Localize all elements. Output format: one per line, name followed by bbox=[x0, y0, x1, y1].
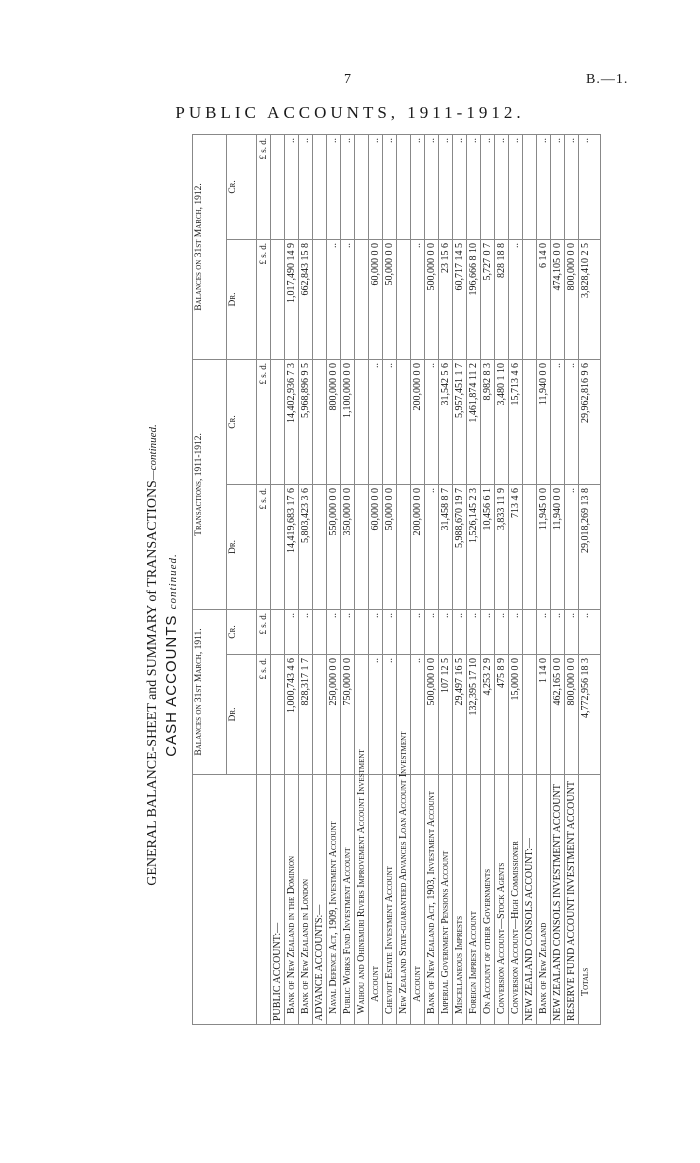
amount-cell-b11-cr: .. bbox=[481, 609, 495, 654]
amount-cell-t-cr: 31,542 5 6 bbox=[439, 359, 453, 484]
amount-cell-b12-dr: 23 15 6 bbox=[439, 239, 453, 359]
header-cr: Cr. bbox=[227, 134, 257, 239]
amount-cell-b12-cr bbox=[397, 134, 411, 239]
amount-cell-b11-cr: .. bbox=[453, 609, 467, 654]
table-row bbox=[425, 134, 439, 1024]
amount-cell-t-cr: 14,402,936 7 3 bbox=[285, 359, 299, 484]
table-row bbox=[355, 134, 369, 1024]
amount-cell-t-cr: 11,940 0 0 bbox=[537, 359, 551, 484]
rotated-table-container bbox=[192, 135, 591, 1025]
amount-cell-b11-cr: .. bbox=[467, 609, 481, 654]
amount-cell-t-cr: 5,968,896 9 5 bbox=[299, 359, 313, 484]
amount-cell-b12-dr bbox=[397, 239, 411, 359]
units-label: £ s. d. bbox=[257, 134, 271, 239]
table-row bbox=[565, 134, 579, 1024]
account-label: NEW ZEALAND CONSOLS ACCOUNT:— bbox=[523, 775, 537, 1025]
amount-cell-b11-dr: 132,395 17 10 bbox=[467, 655, 481, 775]
amount-cell-t-dr: .. bbox=[565, 484, 579, 609]
account-label: Naval Defence Act, 1909, Investment Account bbox=[327, 775, 341, 1025]
account-label: On Account of other Governments bbox=[481, 775, 495, 1025]
header-dr: Dr. bbox=[227, 484, 257, 609]
amount-cell-b11-cr: .. bbox=[537, 609, 551, 654]
amount-cell-t-dr: 350,000 0 0 bbox=[341, 484, 355, 609]
amount-cell-b11-dr: 15,000 0 0 bbox=[509, 655, 523, 775]
amount-cell-t-dr bbox=[523, 484, 537, 609]
account-label: PUBLIC ACCOUNT:— bbox=[271, 775, 285, 1025]
account-label: ADVANCE ACCOUNTS:— bbox=[313, 775, 327, 1025]
report-reference: B.—1. bbox=[586, 72, 629, 87]
account-label: New Zealand State-guaranteed Advances Loan Account Investment bbox=[397, 775, 411, 1025]
page-number: 7 bbox=[344, 72, 351, 87]
account-label: Foreign Imprest Account bbox=[467, 775, 481, 1025]
amount-cell-b12-cr bbox=[523, 134, 537, 239]
amount-cell-b11-cr: .. bbox=[565, 609, 579, 654]
amount-cell-t-cr: 200,000 0 0 bbox=[411, 359, 425, 484]
account-label: Public Works Fund Investment Account bbox=[341, 775, 355, 1025]
amount-cell-b12-dr: 828 18 8 bbox=[495, 239, 509, 359]
table-row bbox=[271, 134, 285, 1024]
header-dr: Dr. bbox=[227, 655, 257, 775]
units-label: £ s. d. bbox=[257, 359, 271, 484]
amount-cell-b12-dr bbox=[271, 239, 285, 359]
amount-cell-b11-dr: .. bbox=[369, 655, 383, 775]
amount-cell-b11-dr: 500,000 0 0 bbox=[425, 655, 439, 775]
amount-cell-t-dr: 50,000 0 0 bbox=[383, 484, 397, 609]
amount-cell-t-dr: 713 4 6 bbox=[509, 484, 523, 609]
header-cr: Cr. bbox=[227, 359, 257, 484]
account-label: Waihou and Ohinemuri Rivers Improvement Account Investment bbox=[355, 775, 369, 1025]
amount-cell-b12-cr: .. bbox=[341, 134, 355, 239]
amount-cell-b12-cr: .. bbox=[411, 134, 425, 239]
amount-cell-t-cr bbox=[313, 359, 327, 484]
header-dr: Dr. bbox=[227, 239, 257, 359]
table-row bbox=[411, 134, 425, 1024]
amount-cell-b12-cr: .. bbox=[509, 134, 523, 239]
table-row bbox=[467, 134, 481, 1024]
totals-b11-dr: 4,772,956 18 3 bbox=[579, 655, 601, 775]
table-row bbox=[523, 134, 537, 1024]
amount-cell-b11-dr: 29,497 16 5 bbox=[453, 655, 467, 775]
subtitle-text: CASH ACCOUNTS bbox=[163, 614, 180, 757]
amount-cell-b12-cr: .. bbox=[467, 134, 481, 239]
amount-cell-b11-dr: 1 14 0 bbox=[537, 655, 551, 775]
amount-cell-b11-dr: 750,000 0 0 bbox=[341, 655, 355, 775]
totals-b11-cr: .. bbox=[579, 609, 601, 654]
amount-cell-t-dr: 3,833 11 9 bbox=[495, 484, 509, 609]
amount-cell-t-cr: 8,982 8 3 bbox=[481, 359, 495, 484]
amount-cell-b11-cr: .. bbox=[551, 609, 565, 654]
amount-cell-b12-cr: .. bbox=[285, 134, 299, 239]
amount-cell-t-dr: 1,526,145 2 3 bbox=[467, 484, 481, 609]
account-label: Imperial Government Pensions Account bbox=[439, 775, 453, 1025]
table-row bbox=[341, 134, 355, 1024]
amount-cell-b11-cr bbox=[271, 609, 285, 654]
amount-cell-b11-cr: .. bbox=[299, 609, 313, 654]
table-row bbox=[509, 134, 523, 1024]
amount-cell-b11-dr: .. bbox=[383, 655, 397, 775]
amount-cell-t-cr bbox=[271, 359, 285, 484]
table-row bbox=[285, 134, 299, 1024]
amount-cell-t-dr bbox=[397, 484, 411, 609]
amount-cell-b11-cr: .. bbox=[411, 609, 425, 654]
balance-sheet-title bbox=[145, 205, 165, 1105]
totals-row bbox=[579, 134, 601, 1024]
header-balances-1912: Balances on 31st March, 1912. bbox=[193, 134, 227, 359]
table-row bbox=[453, 134, 467, 1024]
amount-cell-b11-dr: 462,165 0 0 bbox=[551, 655, 565, 775]
amount-cell-b12-cr: .. bbox=[453, 134, 467, 239]
amount-cell-b12-dr: 50,000 0 0 bbox=[383, 239, 397, 359]
amount-cell-b12-dr bbox=[355, 239, 369, 359]
amount-cell-b11-dr: .. bbox=[411, 655, 425, 775]
amount-cell-t-dr: 11,945 0 0 bbox=[537, 484, 551, 609]
amount-cell-b12-cr: .. bbox=[425, 134, 439, 239]
amount-cell-t-dr: 200,000 0 0 bbox=[411, 484, 425, 609]
amount-cell-t-cr: 1,461,874 11 2 bbox=[467, 359, 481, 484]
amount-cell-t-cr: 5,957,451 1 7 bbox=[453, 359, 467, 484]
amount-cell-b11-dr: 4,253 2 9 bbox=[481, 655, 495, 775]
account-label: NEW ZEALAND CONSOLS INVESTMENT ACCOUNT bbox=[551, 775, 565, 1025]
amount-cell-t-cr: .. bbox=[383, 359, 397, 484]
amount-cell-b11-cr bbox=[397, 609, 411, 654]
account-label: Conversion Account—Stock Agents bbox=[495, 775, 509, 1025]
amount-cell-b11-dr bbox=[271, 655, 285, 775]
amount-cell-t-cr: 3,480 1 10 bbox=[495, 359, 509, 484]
amount-cell-b12-cr: .. bbox=[551, 134, 565, 239]
amount-cell-b12-cr: .. bbox=[537, 134, 551, 239]
account-label: Bank of New Zealand Act, 1903, Investment Account bbox=[425, 775, 439, 1025]
account-header bbox=[193, 775, 257, 1025]
amount-cell-t-cr: .. bbox=[565, 359, 579, 484]
amount-cell-b11-cr: .. bbox=[285, 609, 299, 654]
amount-cell-b12-cr: .. bbox=[383, 134, 397, 239]
amount-cell-b11-dr: 800,000 0 0 bbox=[565, 655, 579, 775]
units-spacer bbox=[257, 775, 271, 1025]
amount-cell-b12-dr: .. bbox=[509, 239, 523, 359]
amount-cell-t-cr: .. bbox=[425, 359, 439, 484]
amount-cell-b11-dr: 250,000 0 0 bbox=[327, 655, 341, 775]
amount-cell-b12-cr: .. bbox=[565, 134, 579, 239]
amount-cell-b11-cr: .. bbox=[425, 609, 439, 654]
title-text: GENERAL BALANCE-SHEET and SUMMARY of TRANSACTIONS bbox=[145, 480, 160, 886]
amount-cell-t-dr: 60,000 0 0 bbox=[369, 484, 383, 609]
units-label: £ s. d. bbox=[257, 609, 271, 654]
amount-cell-t-dr: .. bbox=[425, 484, 439, 609]
amount-cell-b11-dr bbox=[313, 655, 327, 775]
table-row bbox=[299, 134, 313, 1024]
header-transactions: Transactions, 1911-1912. bbox=[193, 359, 227, 609]
amount-cell-t-cr: 15,713 4 6 bbox=[509, 359, 523, 484]
account-label: Account bbox=[369, 775, 383, 1025]
table-row bbox=[439, 134, 453, 1024]
account-label: Account bbox=[411, 775, 425, 1025]
account-label: Bank of New Zealand in the Dominion bbox=[285, 775, 299, 1025]
amount-cell-b12-dr: 800,000 0 0 bbox=[565, 239, 579, 359]
amount-cell-b12-cr: .. bbox=[327, 134, 341, 239]
amount-cell-t-dr: 550,000 0 0 bbox=[327, 484, 341, 609]
amount-cell-b12-cr: .. bbox=[439, 134, 453, 239]
totals-b12-dr: 3,828,410 2 5 bbox=[579, 239, 601, 359]
subtitle-continued: continued. bbox=[167, 553, 179, 610]
amount-cell-b11-cr bbox=[523, 609, 537, 654]
totals-t-cr: 29,962,816 9 6 bbox=[579, 359, 601, 484]
amount-cell-b11-dr: 1,000,743 4 6 bbox=[285, 655, 299, 775]
table-row bbox=[495, 134, 509, 1024]
amount-cell-b12-dr: 196,666 8 10 bbox=[467, 239, 481, 359]
account-label: Miscellaneous Imprests bbox=[453, 775, 467, 1025]
amount-cell-b11-cr: .. bbox=[439, 609, 453, 654]
account-label: RESERVE FUND ACCOUNT INVESTMENT ACCOUNT bbox=[565, 775, 579, 1025]
amount-cell-t-dr bbox=[313, 484, 327, 609]
balance-table bbox=[192, 134, 601, 1025]
amount-cell-t-dr bbox=[355, 484, 369, 609]
totals-b12-cr: .. bbox=[579, 134, 601, 239]
amount-cell-t-dr: 14,419,683 17 6 bbox=[285, 484, 299, 609]
header-balances-1911: Balances on 31st March, 1911. bbox=[193, 609, 227, 774]
table-row bbox=[383, 134, 397, 1024]
amount-cell-b11-dr: 475 8 9 bbox=[495, 655, 509, 775]
amount-cell-b12-dr: 1,017,490 14 9 bbox=[285, 239, 299, 359]
amount-cell-b12-dr: .. bbox=[327, 239, 341, 359]
account-label: Bank of New Zealand in London bbox=[299, 775, 313, 1025]
units-label: £ s. d. bbox=[257, 239, 271, 359]
amount-cell-b12-cr: .. bbox=[481, 134, 495, 239]
table-row bbox=[327, 134, 341, 1024]
amount-cell-b11-cr: .. bbox=[327, 609, 341, 654]
amount-cell-b12-dr bbox=[313, 239, 327, 359]
table-body bbox=[257, 134, 579, 1024]
amount-cell-b11-cr bbox=[355, 609, 369, 654]
amount-cell-b11-dr bbox=[523, 655, 537, 775]
amount-cell-b12-dr: 5,727 0 7 bbox=[481, 239, 495, 359]
amount-cell-b12-dr: 474,105 0 0 bbox=[551, 239, 565, 359]
amount-cell-b11-cr: .. bbox=[495, 609, 509, 654]
amount-cell-t-dr: 31,458 8 7 bbox=[439, 484, 453, 609]
amount-cell-b12-dr bbox=[523, 239, 537, 359]
account-label: Conversion Account—High Commissioner bbox=[509, 775, 523, 1025]
amount-cell-b12-dr: 662,843 15 8 bbox=[299, 239, 313, 359]
table-row bbox=[481, 134, 495, 1024]
amount-cell-b12-cr bbox=[313, 134, 327, 239]
header-cr: Cr. bbox=[227, 609, 257, 654]
account-label: Bank of New Zealand bbox=[537, 775, 551, 1025]
amount-cell-b12-dr: 500,000 0 0 bbox=[425, 239, 439, 359]
amount-cell-t-cr bbox=[523, 359, 537, 484]
amount-cell-t-cr: .. bbox=[551, 359, 565, 484]
amount-cell-b12-cr bbox=[355, 134, 369, 239]
table-row bbox=[369, 134, 383, 1024]
amount-cell-t-cr: 1,100,000 0 0 bbox=[341, 359, 355, 484]
amount-cell-t-cr bbox=[397, 359, 411, 484]
amount-cell-b12-dr: 6 14 0 bbox=[537, 239, 551, 359]
units-label: £ s. d. bbox=[257, 484, 271, 609]
page-heading: PUBLIC ACCOUNTS, 1911-1912. bbox=[175, 103, 525, 122]
amount-cell-b11-cr: .. bbox=[369, 609, 383, 654]
amount-cell-b12-dr: 60,000 0 0 bbox=[369, 239, 383, 359]
title-continued: —continued. bbox=[147, 424, 159, 481]
table-row bbox=[397, 134, 411, 1024]
amount-cell-b11-dr: 828,317 1 7 bbox=[299, 655, 313, 775]
amount-cell-t-cr: .. bbox=[369, 359, 383, 484]
amount-cell-t-cr: 800,000 0 0 bbox=[327, 359, 341, 484]
amount-cell-t-dr: 5,988,670 19 7 bbox=[453, 484, 467, 609]
totals-label: Totals bbox=[579, 775, 601, 1025]
amount-cell-b11-cr: .. bbox=[383, 609, 397, 654]
table-row bbox=[537, 134, 551, 1024]
amount-cell-t-dr: 5,803,423 3 6 bbox=[299, 484, 313, 609]
amount-cell-b12-cr: .. bbox=[299, 134, 313, 239]
table-row bbox=[313, 134, 327, 1024]
totals-t-dr: 29,018,269 13 8 bbox=[579, 484, 601, 609]
amount-cell-b12-cr: .. bbox=[495, 134, 509, 239]
account-label: Cheviot Estate Investment Account bbox=[383, 775, 397, 1025]
amount-cell-b12-cr bbox=[271, 134, 285, 239]
amount-cell-b11-dr: 107 12 5 bbox=[439, 655, 453, 775]
amount-cell-b11-cr bbox=[313, 609, 327, 654]
amount-cell-t-dr bbox=[271, 484, 285, 609]
amount-cell-b12-dr: .. bbox=[341, 239, 355, 359]
amount-cell-t-cr bbox=[355, 359, 369, 484]
table-row bbox=[551, 134, 565, 1024]
units-label: £ s. d. bbox=[257, 655, 271, 775]
amount-cell-b11-cr: .. bbox=[509, 609, 523, 654]
cash-accounts-subtitle bbox=[163, 205, 183, 1105]
amount-cell-t-dr: 10,456 6 1 bbox=[481, 484, 495, 609]
amount-cell-b12-dr: 60,717 14 5 bbox=[453, 239, 467, 359]
amount-cell-b11-cr: .. bbox=[341, 609, 355, 654]
amount-cell-b12-cr: .. bbox=[369, 134, 383, 239]
amount-cell-t-dr: 11,940 0 0 bbox=[551, 484, 565, 609]
amount-cell-b12-dr: .. bbox=[411, 239, 425, 359]
